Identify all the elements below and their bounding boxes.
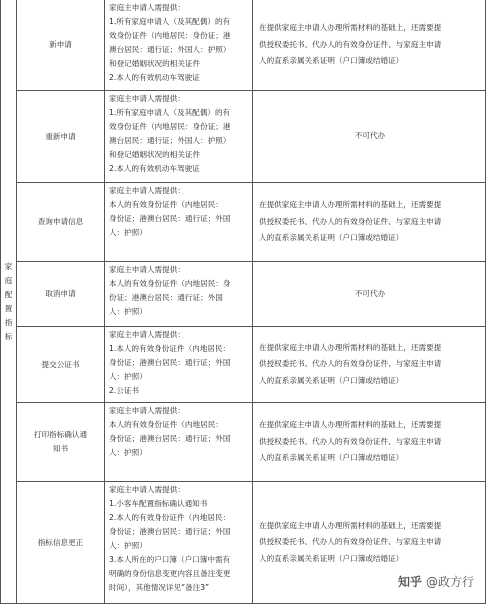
proxy-requirement-cell — [253, 327, 486, 403]
proxy-requirement-line: 在提供家庭主申请人办理所需材料的基础上，还需要提 — [259, 200, 442, 210]
proxy-requirement-line: 供授权委托书、代办人的有效身份证件、与家庭主申请 — [259, 537, 442, 547]
proxy-requirement-line: 供授权委托书、代办人的有效身份证件、与家庭主申请 — [259, 216, 442, 226]
materials-line: 人：护照） — [109, 228, 147, 237]
materials-line: 身份证；港澳台居民：通行证；外国 — [109, 527, 231, 536]
proxy-requirement-line: 在提供家庭主申请人办理所需材料的基础上，还需要提 — [259, 420, 442, 430]
watermark — [398, 573, 474, 590]
materials-line: 人：护照） — [109, 372, 147, 381]
proxy-requirement-line: 供授权委托书、代办人的有效身份证件、与家庭主申请 — [259, 39, 442, 49]
table-row — [1, 327, 486, 403]
materials-line: 和登记婚姻状况的相关证件 — [109, 59, 201, 68]
materials-line: 效身份证件（内地居民：身份证；港 — [109, 122, 231, 131]
table-row — [1, 0, 486, 91]
proxy-requirement-line: 人的直系亲属关系证明（户口簿或结婚证） — [259, 233, 404, 243]
proxy-requirement-line: 不可代办 — [354, 288, 386, 298]
proxy-requirement-cell — [253, 91, 486, 183]
materials-line: 1.所有家庭申请人（及其配偶）的有 — [109, 17, 231, 26]
proxy-requirement-line: 人的直系亲属关系证明（户口簿或结婚证） — [259, 375, 404, 385]
materials-line: 2.本人的有效机动车驾驶证 — [109, 73, 200, 82]
materials-line: 家庭主申请人需提供： — [109, 265, 185, 274]
item-name: 查询申请信息 — [17, 183, 105, 262]
materials-line: 1.小客车配置指标确认通知书 — [109, 499, 208, 508]
proxy-requirement-cell — [253, 403, 486, 482]
table-body — [1, 0, 486, 604]
materials-cell — [105, 327, 253, 403]
proxy-requirement-cell — [253, 0, 486, 91]
proxy-requirement-line: 人的直系亲属关系证明（户口簿或结婚证） — [259, 453, 404, 463]
materials-line: 人：护照） — [109, 448, 147, 457]
proxy-requirement-line: 人的直系亲属关系证明（户口簿或结婚证） — [259, 56, 404, 66]
materials-line: 身份证；港澳台居民：通行证；外国 — [109, 358, 231, 367]
materials-cell — [105, 403, 253, 482]
table-row — [1, 183, 486, 262]
table-row — [1, 262, 486, 327]
materials-line: 3.本人所在的户口簿（户口簿中需有 — [109, 555, 231, 564]
item-name: 提交公证书 — [17, 327, 105, 403]
materials-line: 2.本人的有效机动车驾驶证 — [109, 164, 200, 173]
materials-line: 和登记婚姻状况的相关证件 — [109, 150, 201, 159]
table-row — [1, 403, 486, 482]
materials-line: 人：护照） — [109, 541, 147, 550]
item-name: 新申请 — [17, 0, 105, 91]
proxy-requirement-line: 在提供家庭主申请人办理所需材料的基础上，还需要提 — [259, 520, 442, 530]
materials-line: 本人的有效身份证件（内地居民：身 — [109, 279, 231, 288]
materials-cell — [105, 482, 253, 604]
materials-line: 本人的有效身份证件（内地居民： — [109, 420, 223, 429]
materials-line: 2.本人的有效身份证件（内地居民： — [109, 513, 231, 522]
materials-line: 澳台居民：通行证；外国人：护照） — [109, 136, 231, 145]
materials-line: 时间），其他情况详见“备注3” — [109, 583, 210, 592]
proxy-requirement-line: 人的直系亲属关系证明（户口簿或结婚证） — [259, 553, 404, 563]
materials-cell — [105, 91, 253, 183]
materials-line: 澳台居民：通行证；外国人：护照） — [109, 45, 231, 54]
materials-cell — [105, 0, 253, 91]
item-name: 重新申请 — [17, 91, 105, 183]
proxy-requirement-cell — [253, 262, 486, 327]
item-name: 取消申请 — [17, 262, 105, 327]
proxy-requirement-line: 在提供家庭主申请人办理所需材料的基础上，还需要提 — [259, 23, 442, 33]
proxy-requirement-line: 在提供家庭主申请人办理所需材料的基础上，还需要提 — [259, 342, 442, 352]
materials-line: 家庭主申请人需提供： — [109, 94, 185, 103]
materials-line: 份证；港澳台居民：通行证；外国 — [109, 293, 223, 302]
materials-line: 本人的有效身份证件（内地居民： — [109, 200, 223, 209]
materials-line: 家庭主申请人需提供： — [109, 330, 185, 339]
proxy-requirement-line: 不可代办 — [354, 131, 386, 141]
watermark-author: @政方行 — [425, 575, 474, 589]
materials-line: 家庭主申请人需提供： — [109, 406, 185, 415]
zhihu-logo: 知乎 — [397, 575, 422, 589]
proxy-requirement-line: 供授权委托书、代办人的有效身份证件、与家庭主申请 — [259, 359, 442, 369]
materials-line: 人：护照） — [109, 307, 147, 316]
materials-line: 2.公证书 — [109, 386, 140, 395]
item-name: 指标信息更正 — [17, 482, 105, 604]
proxy-requirement-line: 供授权委托书、代办人的有效身份证件、与家庭主申请 — [259, 436, 442, 446]
materials-cell — [105, 262, 253, 327]
materials-line: 身份证；港澳台居民：通行证；外国 — [109, 434, 231, 443]
category-cell: 家庭 配置 指标 — [1, 0, 17, 604]
materials-line: 家庭主申请人需提供： — [109, 186, 185, 195]
proxy-requirement-cell — [253, 183, 486, 262]
materials-line: 效身份证件（内地居民：身份证；港 — [109, 31, 231, 40]
materials-line: 家庭主申请人需提供： — [109, 485, 185, 494]
materials-line: 1.所有家庭申请人（及其配偶）的有 — [109, 108, 231, 117]
materials-line: 家庭主申请人需提供： — [109, 3, 185, 12]
materials-line: 身份证；港澳台居民：通行证；外国 — [109, 214, 231, 223]
item-name: 打印指标确认通 知书 — [17, 403, 105, 482]
materials-line: 1.本人的有效身份证件（内地居民： — [109, 344, 231, 353]
table-row — [1, 91, 486, 183]
materials-line: 明确的身份信息变更内容且备注变更 — [109, 569, 231, 578]
materials-cell — [105, 183, 253, 262]
